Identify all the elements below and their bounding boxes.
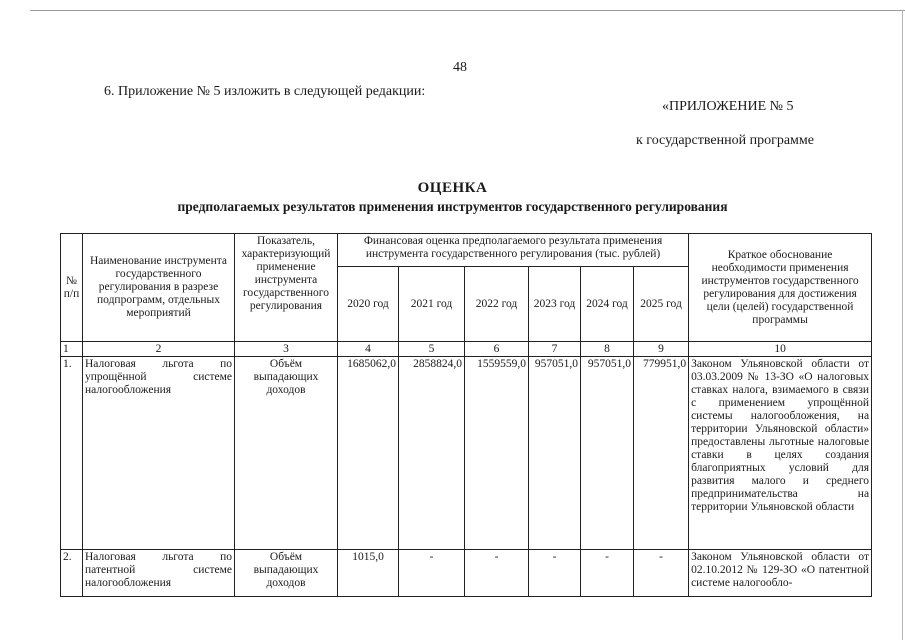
intro-text: 6. Приложение № 5 изложить в следующей редакции: bbox=[104, 84, 426, 99]
page-number: 48 bbox=[453, 60, 467, 75]
instrument-name: Налоговая льгота по патентной системе налогообложения bbox=[83, 550, 235, 597]
column-number: 3 bbox=[235, 342, 338, 357]
document-title: ОЦЕНКА bbox=[417, 180, 488, 196]
value-2022: - bbox=[465, 550, 529, 597]
justification-text: Законом Ульяновской области от 03.03.2009 № 13-ЗО «О налоговых ставках налога, взимаемого в связи с применением упрощённой системы налогообложения, на территории Ульяновской области» предоставлены льготные налоговые ставки в целях создания благоприятных условий для развития малого и среднего предпринимательства на территории Ульяновской области bbox=[689, 357, 872, 550]
value-2025: 779951,0 bbox=[634, 357, 689, 550]
header-row bbox=[61, 234, 872, 267]
header-justification: Краткое обоснование необходимости применения инструментов государственного регулирования для достижения цели (целей) государственной программы bbox=[689, 234, 872, 342]
appendix-subtitle: к государственной программе bbox=[636, 133, 814, 148]
value-2020: 1015,0 bbox=[338, 550, 399, 597]
appendix-title: «ПРИЛОЖЕНИЕ № 5 bbox=[662, 99, 794, 114]
value-2023: 957051,0 bbox=[529, 357, 581, 550]
column-number: 6 bbox=[465, 342, 529, 357]
header-financial: Финансовая оценка предполагаемого результата применения инструмента государственного регулирования (тыс. рублей) bbox=[338, 234, 689, 267]
column-number: 9 bbox=[634, 342, 689, 357]
table-row bbox=[61, 357, 872, 550]
header-num: № п/п bbox=[61, 234, 83, 342]
column-number: 8 bbox=[581, 342, 634, 357]
justification-text: Законом Ульяновской области от 02.10.2012 № 129-ЗО «О патентной системе налогообло- bbox=[689, 550, 872, 597]
instrument-name: Налоговая льгота по упрощённой системе налогообложения bbox=[83, 357, 235, 550]
table-row bbox=[61, 550, 872, 597]
header-year: 2021 год bbox=[399, 267, 465, 342]
indicator-text: Объём выпадающих доходов bbox=[235, 357, 338, 550]
header-year: 2024 год bbox=[581, 267, 634, 342]
value-2024: 957051,0 bbox=[581, 357, 634, 550]
header-year: 2023 год bbox=[529, 267, 581, 342]
column-number: 7 bbox=[529, 342, 581, 357]
value-2023: - bbox=[529, 550, 581, 597]
indicator-text: Объём выпадающих доходов bbox=[235, 550, 338, 597]
value-2022: 1559559,0 bbox=[465, 357, 529, 550]
column-number: 2 bbox=[83, 342, 235, 357]
row-number: 1. bbox=[61, 357, 83, 550]
value-2021: - bbox=[399, 550, 465, 597]
document-subtitle: предполагаемых результатов применения инструментов государственного регулирования bbox=[177, 199, 728, 214]
header-year: 2025 год bbox=[634, 267, 689, 342]
column-number-row bbox=[61, 342, 872, 357]
value-2021: 2858824,0 bbox=[399, 357, 465, 550]
column-number: 4 bbox=[338, 342, 399, 357]
value-2025: - bbox=[634, 550, 689, 597]
assessment-table bbox=[60, 233, 872, 597]
page-top-border bbox=[30, 10, 905, 11]
value-2020: 1685062,0 bbox=[338, 357, 399, 550]
column-number: 1 bbox=[61, 342, 83, 357]
header-year: 2022 год bbox=[465, 267, 529, 342]
page-right-border bbox=[902, 10, 903, 640]
column-number: 5 bbox=[399, 342, 465, 357]
value-2024: - bbox=[581, 550, 634, 597]
header-year: 2020 год bbox=[338, 267, 399, 342]
row-number: 2. bbox=[61, 550, 83, 597]
column-number: 10 bbox=[689, 342, 872, 357]
header-indicator: Показатель, характеризующий применение инструмента государственного регулирования bbox=[235, 234, 338, 342]
header-name: Наименование инструмента государственного регулирования в разрезе подпрограмм, отдельных мероприятий bbox=[83, 234, 235, 342]
